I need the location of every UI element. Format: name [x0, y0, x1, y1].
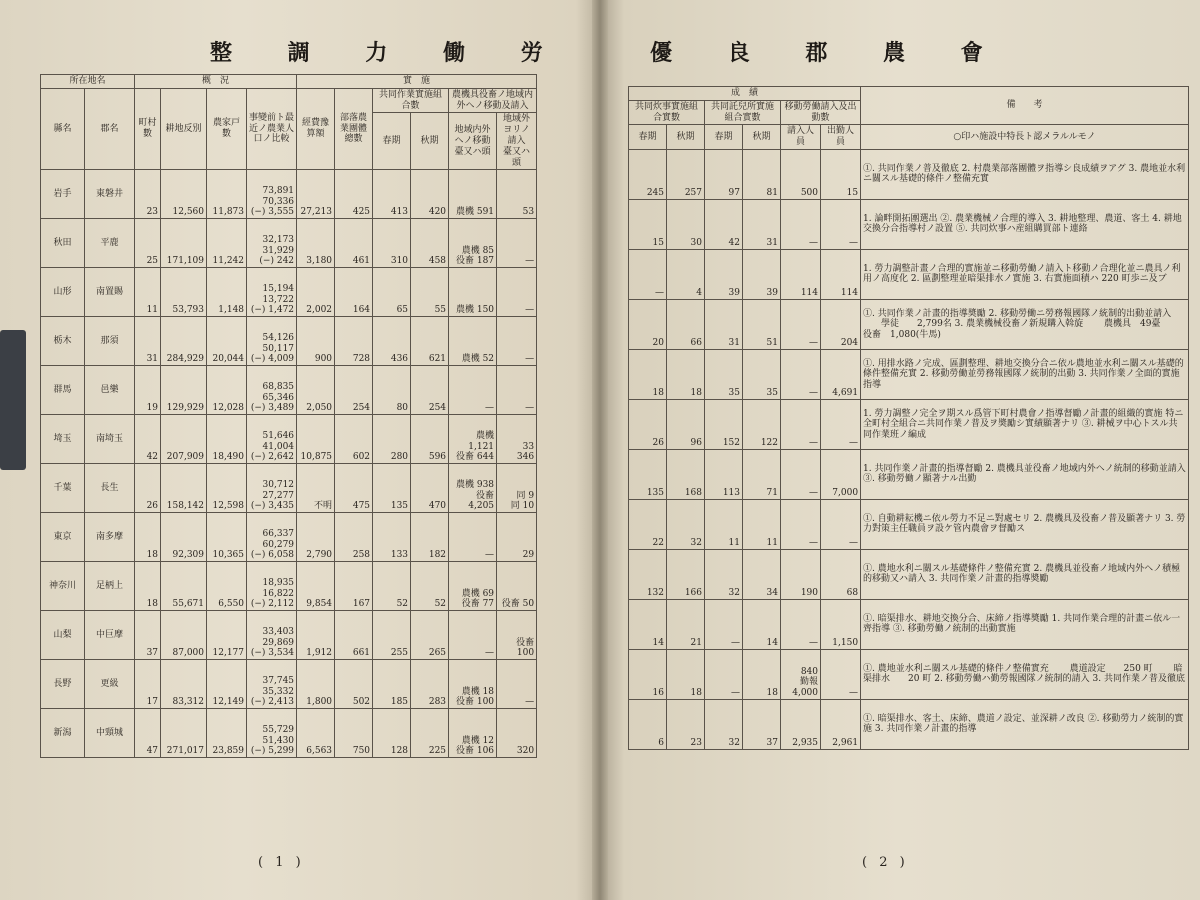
spring-cell: 436	[373, 317, 411, 366]
in-cell: 53	[497, 170, 537, 219]
recv-cell: —	[781, 599, 821, 649]
left-page-number: ( 1 )	[258, 855, 305, 870]
groups-cell: 254	[335, 366, 373, 415]
ratio-cell: 55,729 51,430 (−) 5,299	[247, 709, 297, 758]
table-row	[41, 415, 537, 464]
header-labor-ratio: 事變前ト最近ノ農業人口ノ比較	[247, 88, 297, 170]
n-s-cell: —	[705, 649, 743, 699]
n-s-cell: —	[705, 599, 743, 649]
area-cell: 12,560	[161, 170, 207, 219]
towns-cell: 25	[135, 219, 161, 268]
header-autumn: 秋期	[411, 113, 449, 170]
spring-cell: 310	[373, 219, 411, 268]
ratio-cell: 30,712 27,277 (−) 3,435	[247, 464, 297, 513]
table-row	[41, 562, 537, 611]
remarks-cell: 1. 論畔開拓團選出 ②. 農業機械ノ合理的導入 3. 耕地整理、農道、客土 4. 耕地交換分合指導村ノ設置 ⑤. 共同炊事ハ産組購買部ト連絡	[861, 199, 1189, 249]
households-cell: 18,490	[207, 415, 247, 464]
header-joint-work: 共同作業實施組合數	[373, 88, 449, 113]
n-s-cell: 152	[705, 399, 743, 449]
remarks-cell: 1. 勞力調整計畫ノ合理的實施並ニ移動勞働ノ請入ト移動ノ合理化並ニ農具ノ利用ノ高度化 2. 區劃整理並暗渠排水ノ實施 3. 右實施面積ハ 220 町歩ニ及ブ	[861, 249, 1189, 299]
ratio-cell: 66,337 60,279 (−) 6,058	[247, 513, 297, 562]
k-s-cell: 132	[629, 549, 667, 599]
table-row	[629, 199, 1189, 249]
in-cell: —	[497, 660, 537, 709]
disp-cell: 114	[821, 249, 861, 299]
households-cell: 12,149	[207, 660, 247, 709]
n-a-cell: 11	[743, 499, 781, 549]
remarks-cell: ①. 共同作業ノ普及徹底 2. 村農業部落團體ヲ指導シ良成績ヲアグ 3. 農地並水利ニ關スル基礎的條件ノ整備充實	[861, 149, 1189, 199]
households-cell: 11,242	[207, 219, 247, 268]
towns-cell: 31	[135, 317, 161, 366]
ratio-cell: 54,126 50,117 (−) 4,009	[247, 317, 297, 366]
spring-cell: 65	[373, 268, 411, 317]
groups-cell: 167	[335, 562, 373, 611]
budget-cell: 3,180	[297, 219, 335, 268]
table-row	[41, 268, 537, 317]
towns-cell: 47	[135, 709, 161, 758]
towns-cell: 17	[135, 660, 161, 709]
area-cell: 158,142	[161, 464, 207, 513]
right-table-body	[629, 149, 1189, 749]
n-a-cell: 39	[743, 249, 781, 299]
county-cell: 長生	[85, 464, 135, 513]
table-row	[41, 464, 537, 513]
table-row	[629, 399, 1189, 449]
table-row	[629, 549, 1189, 599]
county-cell: 那須	[85, 317, 135, 366]
header-prefecture: 縣名	[41, 88, 85, 170]
groups-cell: 602	[335, 415, 373, 464]
out-cell: 農機 18 役畜 100	[449, 660, 497, 709]
in-cell: —	[497, 366, 537, 415]
excellent-county-table	[628, 86, 1189, 750]
budget-cell: 6,563	[297, 709, 335, 758]
remarks-cell: ①. 農地並水利ニ關スル基礎的條件ノ整備實充 農道設定 250 町 暗渠排水 20 町 2. 移動勞働ハ勤勞報國隊ノ統制的請入 3. 共同作業ノ普及徹底	[861, 649, 1189, 699]
out-cell: 農機 12 役畜 106	[449, 709, 497, 758]
groups-cell: 164	[335, 268, 373, 317]
out-cell: 農機 85 役畜 187	[449, 219, 497, 268]
county-cell: 平鹿	[85, 219, 135, 268]
area-cell: 171,109	[161, 219, 207, 268]
budget-cell: 9,854	[297, 562, 335, 611]
county-cell: 足柄上	[85, 562, 135, 611]
header-received: 請入人員	[781, 125, 821, 150]
area-cell: 271,017	[161, 709, 207, 758]
budget-cell: 10,875	[297, 415, 335, 464]
groups-cell: 661	[335, 611, 373, 660]
header-location: 所在地名	[41, 75, 135, 89]
disp-cell: —	[821, 499, 861, 549]
disp-cell: 204	[821, 299, 861, 349]
budget-cell: 27,213	[297, 170, 335, 219]
remarks-cell: ①. 共同作業ノ計畫的指導奬勵 2. 移動勞働ニ勞務報國隊ノ統制的出動並請入 學徒 2,799名 3. 農業機械役畜ノ新規購入斡旋 農機具 49臺 役畜 1,080(牛馬)	[861, 299, 1189, 349]
disp-cell: 68	[821, 549, 861, 599]
disp-cell: 1,150	[821, 599, 861, 649]
table-row	[629, 449, 1189, 499]
n-s-cell: 42	[705, 199, 743, 249]
autumn-cell: 182	[411, 513, 449, 562]
k-a-cell: 96	[667, 399, 705, 449]
autumn-cell: 458	[411, 219, 449, 268]
remarks-cell: ①. 農地水利ニ關スル基礎條件ノ整備充實 2. 農機具並役畜ノ地域内外ヘノ積極的移動又ハ請入 3. 共同作業ノ計畫的指導奬勵	[861, 549, 1189, 599]
county-cell: 中巨摩	[85, 611, 135, 660]
spring-cell: 185	[373, 660, 411, 709]
recv-cell: —	[781, 349, 821, 399]
table-row	[629, 599, 1189, 649]
n-s-cell: 113	[705, 449, 743, 499]
out-cell: 農機 591	[449, 170, 497, 219]
remarks-cell: ①. 暗渠排水、耕地交換分合、床締ノ指導奬勵 1. 共同作業合理的計畫ニ依ル一齊指導 ③. 移動勞働ノ統制的出動實施	[861, 599, 1189, 649]
k-s-cell: 6	[629, 699, 667, 749]
table-row	[629, 349, 1189, 399]
k-a-cell: 23	[667, 699, 705, 749]
in-cell: —	[497, 317, 537, 366]
header-nursery: 共同託兒所實施組合實數	[705, 100, 781, 125]
towns-cell: 11	[135, 268, 161, 317]
autumn-cell: 52	[411, 562, 449, 611]
table-row	[629, 649, 1189, 699]
towns-cell: 42	[135, 415, 161, 464]
budget-cell: 2,002	[297, 268, 335, 317]
groups-cell: 475	[335, 464, 373, 513]
header-kitchen-autumn: 秋期	[667, 125, 705, 150]
k-s-cell: 14	[629, 599, 667, 649]
recv-cell: 2,935	[781, 699, 821, 749]
towns-cell: 26	[135, 464, 161, 513]
header-in: 地域外ヨリノ請入 臺又ハ頭	[497, 113, 537, 170]
remarks-cell: ①. 自動耕耘機ニ依ル勞力不足ニ對處セリ 2. 農機具及役畜ノ普及顯著ナリ 3. 勞力對策主任職員ヲ設ケ管内農會ヲ督勵ス	[861, 499, 1189, 549]
out-cell: 農機 69 役畜 77	[449, 562, 497, 611]
header-overview: 概 況	[135, 75, 297, 89]
header-kitchen: 共同炊事實施組合實數	[629, 100, 705, 125]
n-a-cell: 122	[743, 399, 781, 449]
n-s-cell: 97	[705, 149, 743, 199]
ratio-cell: 15,194 13,722 (−) 1,472	[247, 268, 297, 317]
in-cell: 同 9 同 10	[497, 464, 537, 513]
recv-cell: —	[781, 399, 821, 449]
table-row	[41, 170, 537, 219]
recv-cell: 114	[781, 249, 821, 299]
towns-cell: 18	[135, 562, 161, 611]
k-s-cell: —	[629, 249, 667, 299]
labor-adjustment-table	[40, 74, 537, 758]
n-a-cell: 71	[743, 449, 781, 499]
prefecture-cell: 岩手	[41, 170, 85, 219]
recv-cell: 840 勤報 4,000	[781, 649, 821, 699]
k-a-cell: 166	[667, 549, 705, 599]
prefecture-cell: 東京	[41, 513, 85, 562]
county-cell: 南置賜	[85, 268, 135, 317]
n-a-cell: 51	[743, 299, 781, 349]
table-row	[629, 149, 1189, 199]
disp-cell: 7,000	[821, 449, 861, 499]
header-out: 地域内外ヘノ移動 臺又ハ頭	[449, 113, 497, 170]
out-cell: 農機 52	[449, 317, 497, 366]
area-cell: 83,312	[161, 660, 207, 709]
ratio-cell: 73,891 70,336 (−) 3,555	[247, 170, 297, 219]
out-cell: —	[449, 611, 497, 660]
header-kitchen-spring: 春期	[629, 125, 667, 150]
budget-cell: 1,800	[297, 660, 335, 709]
disp-cell: 2,961	[821, 699, 861, 749]
n-s-cell: 32	[705, 549, 743, 599]
households-cell: 1,148	[207, 268, 247, 317]
table-row	[629, 299, 1189, 349]
recv-cell: —	[781, 299, 821, 349]
k-a-cell: 66	[667, 299, 705, 349]
k-a-cell: 18	[667, 649, 705, 699]
in-cell: 役畜 50	[497, 562, 537, 611]
autumn-cell: 265	[411, 611, 449, 660]
recv-cell: —	[781, 499, 821, 549]
out-cell: 農機 938 役畜 4,205	[449, 464, 497, 513]
n-s-cell: 35	[705, 349, 743, 399]
header-budget: 經費豫算額	[297, 88, 335, 170]
towns-cell: 23	[135, 170, 161, 219]
area-cell: 92,309	[161, 513, 207, 562]
n-s-cell: 11	[705, 499, 743, 549]
k-a-cell: 4	[667, 249, 705, 299]
budget-cell: 1,912	[297, 611, 335, 660]
k-a-cell: 21	[667, 599, 705, 649]
n-a-cell: 81	[743, 149, 781, 199]
ratio-cell: 32,173 31,929 (−) 242	[247, 219, 297, 268]
autumn-cell: 596	[411, 415, 449, 464]
recv-cell: 500	[781, 149, 821, 199]
in-cell: 33 346	[497, 415, 537, 464]
k-a-cell: 30	[667, 199, 705, 249]
area-cell: 207,909	[161, 415, 207, 464]
table-row	[41, 513, 537, 562]
autumn-cell: 283	[411, 660, 449, 709]
disp-cell: 4,691	[821, 349, 861, 399]
groups-cell: 728	[335, 317, 373, 366]
right-page-number: ( 2 )	[862, 855, 909, 870]
ratio-cell: 51,646 41,004 (−) 2,642	[247, 415, 297, 464]
prefecture-cell: 長野	[41, 660, 85, 709]
autumn-cell: 470	[411, 464, 449, 513]
budget-cell: 2,050	[297, 366, 335, 415]
disp-cell: —	[821, 399, 861, 449]
disp-cell: 15	[821, 149, 861, 199]
households-cell: 6,550	[207, 562, 247, 611]
header-nursery-spring: 春期	[705, 125, 743, 150]
budget-cell: 不明	[297, 464, 335, 513]
k-s-cell: 245	[629, 149, 667, 199]
autumn-cell: 225	[411, 709, 449, 758]
n-s-cell: 39	[705, 249, 743, 299]
county-cell: 更級	[85, 660, 135, 709]
ratio-cell: 18,935 16,822 (−) 2,112	[247, 562, 297, 611]
households-cell: 20,044	[207, 317, 247, 366]
k-a-cell: 168	[667, 449, 705, 499]
ratio-cell: 68,835 65,346 (−) 3,489	[247, 366, 297, 415]
towns-cell: 19	[135, 366, 161, 415]
county-cell: 中頸城	[85, 709, 135, 758]
ratio-cell: 33,403 29,869 (−) 3,534	[247, 611, 297, 660]
header-implementation: 實 施	[297, 75, 537, 89]
groups-cell: 750	[335, 709, 373, 758]
header-households: 農家戸數	[207, 88, 247, 170]
autumn-cell: 254	[411, 366, 449, 415]
k-a-cell: 257	[667, 149, 705, 199]
k-s-cell: 135	[629, 449, 667, 499]
households-cell: 12,028	[207, 366, 247, 415]
header-dispatched: 出勤人員	[821, 125, 861, 150]
households-cell: 12,177	[207, 611, 247, 660]
spring-cell: 280	[373, 415, 411, 464]
k-s-cell: 22	[629, 499, 667, 549]
area-cell: 284,929	[161, 317, 207, 366]
header-groups: 部落農業團體總數	[335, 88, 373, 170]
groups-cell: 461	[335, 219, 373, 268]
remarks-cell: 1. 共同作業ノ計畫的指導督勵 2. 農機具並役畜ノ地域内外ヘノ統制的移動並請入 ③. 移動勞働ノ顯著ナル出勤	[861, 449, 1189, 499]
header-remarks: 備 考	[861, 87, 1189, 125]
prefecture-cell: 山形	[41, 268, 85, 317]
n-a-cell: 18	[743, 649, 781, 699]
right-page	[600, 0, 1200, 900]
area-cell: 53,793	[161, 268, 207, 317]
county-cell: 南多摩	[85, 513, 135, 562]
header-area: 耕地反別	[161, 88, 207, 170]
n-s-cell: 32	[705, 699, 743, 749]
groups-cell: 502	[335, 660, 373, 709]
header-machines: 農機具役畜ノ地域内外ヘノ移動及請入	[449, 88, 537, 113]
prefecture-cell: 神奈川	[41, 562, 85, 611]
table-row	[629, 699, 1189, 749]
table-row	[41, 219, 537, 268]
in-cell: —	[497, 268, 537, 317]
left-table-body	[41, 170, 537, 758]
groups-cell: 425	[335, 170, 373, 219]
area-cell: 55,671	[161, 562, 207, 611]
area-cell: 129,929	[161, 366, 207, 415]
households-cell: 23,859	[207, 709, 247, 758]
k-a-cell: 18	[667, 349, 705, 399]
out-cell: 農機 150	[449, 268, 497, 317]
groups-cell: 258	[335, 513, 373, 562]
k-s-cell: 15	[629, 199, 667, 249]
county-cell: 南埼玉	[85, 415, 135, 464]
in-cell: 320	[497, 709, 537, 758]
in-cell: 29	[497, 513, 537, 562]
n-a-cell: 35	[743, 349, 781, 399]
recv-cell: —	[781, 199, 821, 249]
table-row	[41, 366, 537, 415]
prefecture-cell: 千葉	[41, 464, 85, 513]
out-cell: —	[449, 366, 497, 415]
out-cell: 農機 1,121 役畜 644	[449, 415, 497, 464]
k-s-cell: 26	[629, 399, 667, 449]
book-spine	[592, 0, 608, 900]
prefecture-cell: 栃木	[41, 317, 85, 366]
table-row	[629, 499, 1189, 549]
n-a-cell: 34	[743, 549, 781, 599]
table-row	[629, 249, 1189, 299]
header-county: 郡名	[85, 88, 135, 170]
header-nursery-autumn: 秋期	[743, 125, 781, 150]
county-cell: 東磐井	[85, 170, 135, 219]
prefecture-cell: 秋田	[41, 219, 85, 268]
spring-cell: 135	[373, 464, 411, 513]
spring-cell: 133	[373, 513, 411, 562]
table-row	[41, 317, 537, 366]
header-towns: 町村數	[135, 88, 161, 170]
recv-cell: —	[781, 449, 821, 499]
spring-cell: 413	[373, 170, 411, 219]
header-spring: 春期	[373, 113, 411, 170]
spring-cell: 128	[373, 709, 411, 758]
spring-cell: 80	[373, 366, 411, 415]
area-cell: 87,000	[161, 611, 207, 660]
k-a-cell: 32	[667, 499, 705, 549]
towns-cell: 37	[135, 611, 161, 660]
header-labor: 移動勞働請入及出動數	[781, 100, 861, 125]
k-s-cell: 16	[629, 649, 667, 699]
k-s-cell: 20	[629, 299, 667, 349]
spring-cell: 255	[373, 611, 411, 660]
autumn-cell: 621	[411, 317, 449, 366]
recv-cell: 190	[781, 549, 821, 599]
autumn-cell: 55	[411, 268, 449, 317]
n-a-cell: 37	[743, 699, 781, 749]
budget-cell: 900	[297, 317, 335, 366]
remarks-cell: ①. 暗渠排水、客土、床締、農道ノ設定、並深耕ノ改良 ②. 移動勞力ノ統制的實施 3. 共同作業ノ計畫的指導	[861, 699, 1189, 749]
prefecture-cell: 新潟	[41, 709, 85, 758]
header-results: 成 績	[629, 87, 861, 101]
n-a-cell: 14	[743, 599, 781, 649]
towns-cell: 18	[135, 513, 161, 562]
ratio-cell: 37,745 35,332 (−) 2,413	[247, 660, 297, 709]
n-a-cell: 31	[743, 199, 781, 249]
table-row	[41, 709, 537, 758]
disp-cell: —	[821, 199, 861, 249]
in-cell: 役畜 100	[497, 611, 537, 660]
right-page-title: 優 良 郡 農 會	[650, 40, 1007, 66]
in-cell: —	[497, 219, 537, 268]
prefecture-cell: 群馬	[41, 366, 85, 415]
spring-cell: 52	[373, 562, 411, 611]
remarks-cell: 1. 勞力調整ノ完全ヲ期スル爲管下町村農會ノ指導督勵ノ計畫的組織的實施 特ニ全町村全組合ニ共同作業ノ普及ヲ奬勵シ實績顯著ナリ ③. 耕械ヲ中心トスル共同作業班ノ編成	[861, 399, 1189, 449]
prefecture-cell: 埼玉	[41, 415, 85, 464]
budget-cell: 2,790	[297, 513, 335, 562]
binding-clip	[0, 330, 26, 470]
k-s-cell: 18	[629, 349, 667, 399]
households-cell: 10,365	[207, 513, 247, 562]
n-s-cell: 31	[705, 299, 743, 349]
disp-cell: —	[821, 649, 861, 699]
left-page-title: 整 調 力 働 労	[210, 40, 567, 66]
table-row	[41, 660, 537, 709]
county-cell: 邑樂	[85, 366, 135, 415]
households-cell: 12,598	[207, 464, 247, 513]
remarks-cell: ①. 用排水路ノ完成、區劃整理、耕地交換分合ニ依ル農地並水利ニ關スル基礎的條件整備充實 2. 移動勞働並勞務報國隊ノ統制的出動 3. 共同作業ノ全面的實施指導	[861, 349, 1189, 399]
prefecture-cell: 山梨	[41, 611, 85, 660]
autumn-cell: 420	[411, 170, 449, 219]
households-cell: 11,873	[207, 170, 247, 219]
table-row	[41, 611, 537, 660]
out-cell: —	[449, 513, 497, 562]
header-remarks-note: ○印ハ施設中特長ト認メラルルモノ	[861, 125, 1189, 150]
